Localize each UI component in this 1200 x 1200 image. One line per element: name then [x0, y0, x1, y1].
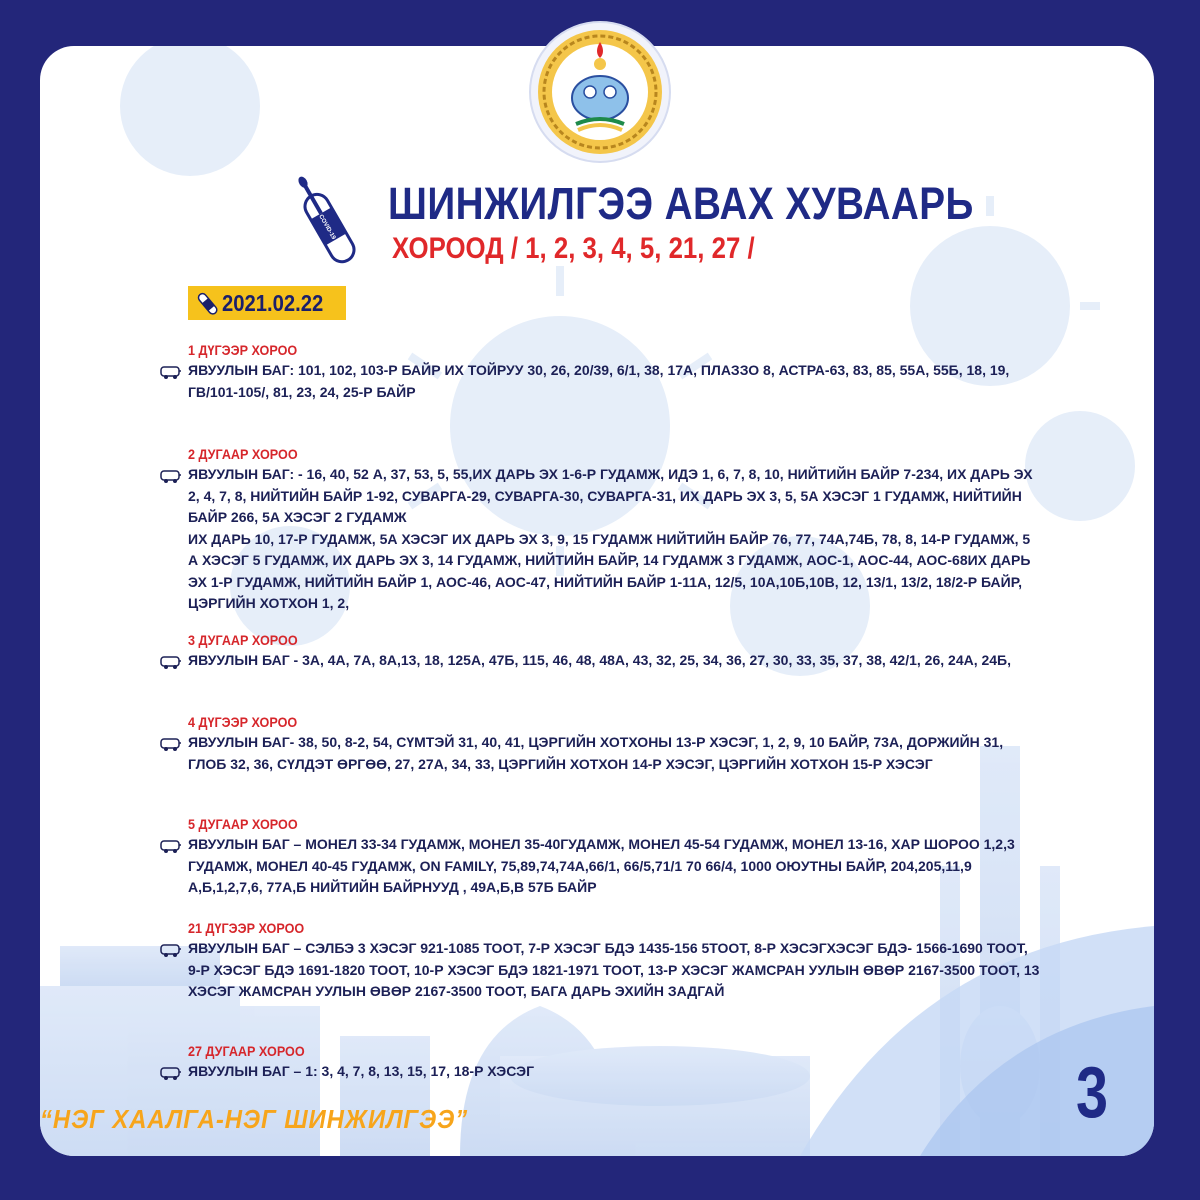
khoroo-title: 5 ДУГААР ХОРОО — [188, 816, 298, 832]
khoroo-paragraph: ЯВУУЛЫН БАГ – СЭЛБЭ 3 ХЭСЭГ 921-1085 ТООТ, 7-Р ХЭСЭГ БДЭ 1435-156 5ТООТ, 8-Р ХЭСЭГХЭСЭГ БДЭ- 1566-1690 ТООТ, 9-Р ХЭСЭГ БДЭ 1691-1820 ТООТ, 10-Р ХЭСЭГ БДЭ 1821-1971 ТООТ, 13-Р ХЭСЭГ ЖАМСРАН УУЛЫН ӨВӨР 2167-3500 ТООТ, 13 ХЭСЭГ ЖАМСРАН УУЛЫН ӨВӨР 2167-3500 ТООТ, БАГА ДАРЬ ЭХИЙН ЗАДГАЙ — [188, 940, 1040, 999]
khoroo-title: 21 ДҮГЭЭР ХОРОО — [188, 920, 305, 936]
khoroo-1-section — [160, 340, 1040, 403]
date-badge — [188, 286, 346, 320]
khoroo-title: 3 ДУГААР ХОРОО — [188, 632, 298, 648]
khoroo-title: 4 ДҮГЭЭР ХОРОО — [188, 714, 298, 730]
bus-icon — [160, 1065, 182, 1081]
khoroo-text — [188, 650, 1040, 672]
bus-icon — [160, 468, 182, 484]
khoroo-title: 27 ДУГААР ХОРОО — [188, 1043, 305, 1059]
test-tube-mini-icon — [192, 288, 222, 318]
khoroo-27-section — [160, 1041, 1040, 1083]
khoroo-3-section — [160, 630, 1040, 672]
bus-icon — [160, 654, 182, 670]
slogan: “НЭГ ХААЛГА-НЭГ ШИНЖИЛГЭЭ” — [40, 1104, 469, 1134]
khoroo-title: 2 ДУГААР ХОРОО — [188, 446, 298, 462]
bus-icon — [160, 364, 182, 380]
khoroo-paragraph: ЯВУУЛЫН БАГ: 101, 102, 103-Р БАЙР ИХ ТОЙРУУ 30, 26, 20/39, 6/1, 38, 17А, ПЛАЗЗО 8, АСТРА-63, 83, 85, 55А, 55Б, 18, 19, ГВ/101-105/, 81, 23, 24, 25-Р БАЙР — [188, 362, 1010, 400]
page-number: 3 — [1076, 1053, 1109, 1133]
khoroo-text — [188, 732, 1040, 775]
khoroo-5-section — [160, 814, 1040, 899]
khoroo-paragraph: ЯВУУЛЫН БАГ – 1: 3, 4, 7, 8, 13, 15, 17, 18-Р ХЭСЭГ — [188, 1063, 535, 1079]
bus-icon — [160, 942, 182, 958]
khoroo-21-section — [160, 918, 1040, 1003]
page-subtitle: ХОРООД / 1, 2, 3, 4, 5, 21, 27 / — [392, 232, 755, 265]
khoroo-2-section — [160, 444, 1040, 615]
khoroo-title: 1 ДҮГЭЭР ХОРОО — [188, 342, 298, 358]
khoroo-4-section — [160, 712, 1040, 775]
khoroo-text — [188, 464, 1040, 615]
khoroo-text — [188, 1061, 1040, 1083]
bus-icon — [160, 838, 182, 854]
date-text: 2021.02.22 — [222, 289, 324, 316]
khoroo-paragraph: ЯВУУЛЫН БАГ - 3А, 4А, 7А, 8А,13, 18, 125А, 47Б, 115, 46, 48, 48А, 43, 32, 25, 34, 36, 27, 30, 33, 35, 37, 38, 42/1, 26, 24А, 24Б, — [188, 652, 1012, 668]
page-title: ШИНЖИЛГЭЭ АВАХ ХУВААРЬ — [388, 178, 974, 229]
khoroo-text — [188, 938, 1040, 1003]
khoroo-paragraph: ЯВУУЛЫН БАГ – МОНЕЛ 33-34 ГУДАМЖ, МОНЕЛ 35-40ГУДАМЖ, МОНЕЛ 45-54 ГУДАМЖ, МОНЕЛ 13-16, ХАР ШОРОО 1,2,3 ГУДАМЖ, МОНЕЛ 40-45 ГУДАМЖ, ON FAMILY, 75,89,74,74А,66/1, 66/5,71/1 70 66/4, 1000 ОЮУТНЫ БАЙР, 204,205,11,9 А,Б,1,2,7,6, 77А,Б НИЙТИЙН БАЙРНУУД , 49А,Б,В 57Б БАЙР — [188, 836, 1015, 895]
khoroo-text — [188, 360, 1040, 403]
tube-label: COVID-19 — [317, 213, 337, 241]
emblem-seal — [528, 20, 672, 164]
khoroo-text — [188, 834, 1040, 899]
bus-icon — [160, 736, 182, 752]
khoroo-paragraph: ИХ ДАРЬ 10, 17-Р ГУДАМЖ, 5А ХЭСЭГ ИХ ДАРЬ ЭХ 3, 9, 15 ГУДАМЖ НИЙТИЙН БАЙР 76, 77, 74А,74Б, 78, 8, 14-Р ГУДАМЖ, 5 А ХЭСЭГ 5 ГУДАМЖ, ИХ ДАРЬ ЭХ 3, 14 ГУДАМЖ, НИЙТИЙН БАЙР, 14 ГУДАМЖ 3 ГУДАМЖ, АОС-1, АОС-44, АОС-68ИХ ДАРЬ ЭХ 1-Р ГУДАМЖ, НИЙТИЙН БАЙР 1, АОС-46, АОС-47, НИЙТИЙН БАЙР 1-11А, 12/5, 10А,10Б,10В, 12, 13/1, 13/2, 18/2-Р БАЙР, ЦЭРГИЙН ХОТХОН 1, 2, — [188, 530, 1031, 611]
khoroo-paragraph: ЯВУУЛЫН БАГ- 38, 50, 8-2, 54, СҮМТЭЙ 31, 40, 41, ЦЭРГИЙН ХОТХОНЫ 13-Р ХЭСЭГ, 1, 2, 9, 10 БАЙР, 73А, ДОРЖИЙН 31, ГЛОБ 32, 36, СҮЛДЭТ ӨРГӨӨ, 27, 27А, 34, 33, ЦЭРГИЙН ХОТХОН 14-Р ХЭСЭГ, ЦЭРГИЙН ХОТХОН 15-Р ХЭСЭГ — [188, 734, 1004, 772]
khoroo-paragraph: ЯВУУЛЫН БАГ: - 16, 40, 52 А, 37, 53, 5, 55,ИХ ДАРЬ ЭХ 1-6-Р ГУДАМЖ, ИДЭ 1, 6, 7, 8, 10, НИЙТИЙН БАЙР 7-234, ИХ ДАРЬ ЭХ 2, 4, 7, 8, НИЙТИЙН БАЙР 1-92, СУВАРГА-29, СУВАРГА-30, СУВАРГА-31, ИХ ДАРЬ ЭХ 3, 5, 5А ХЭСЭГ 1 ГУДАМЖ, НИЙТИЙН БАЙР 266, 5А ХЭСЭГ 2 ГУДАМЖ — [188, 466, 1033, 525]
test-tube-icon — [276, 172, 376, 272]
